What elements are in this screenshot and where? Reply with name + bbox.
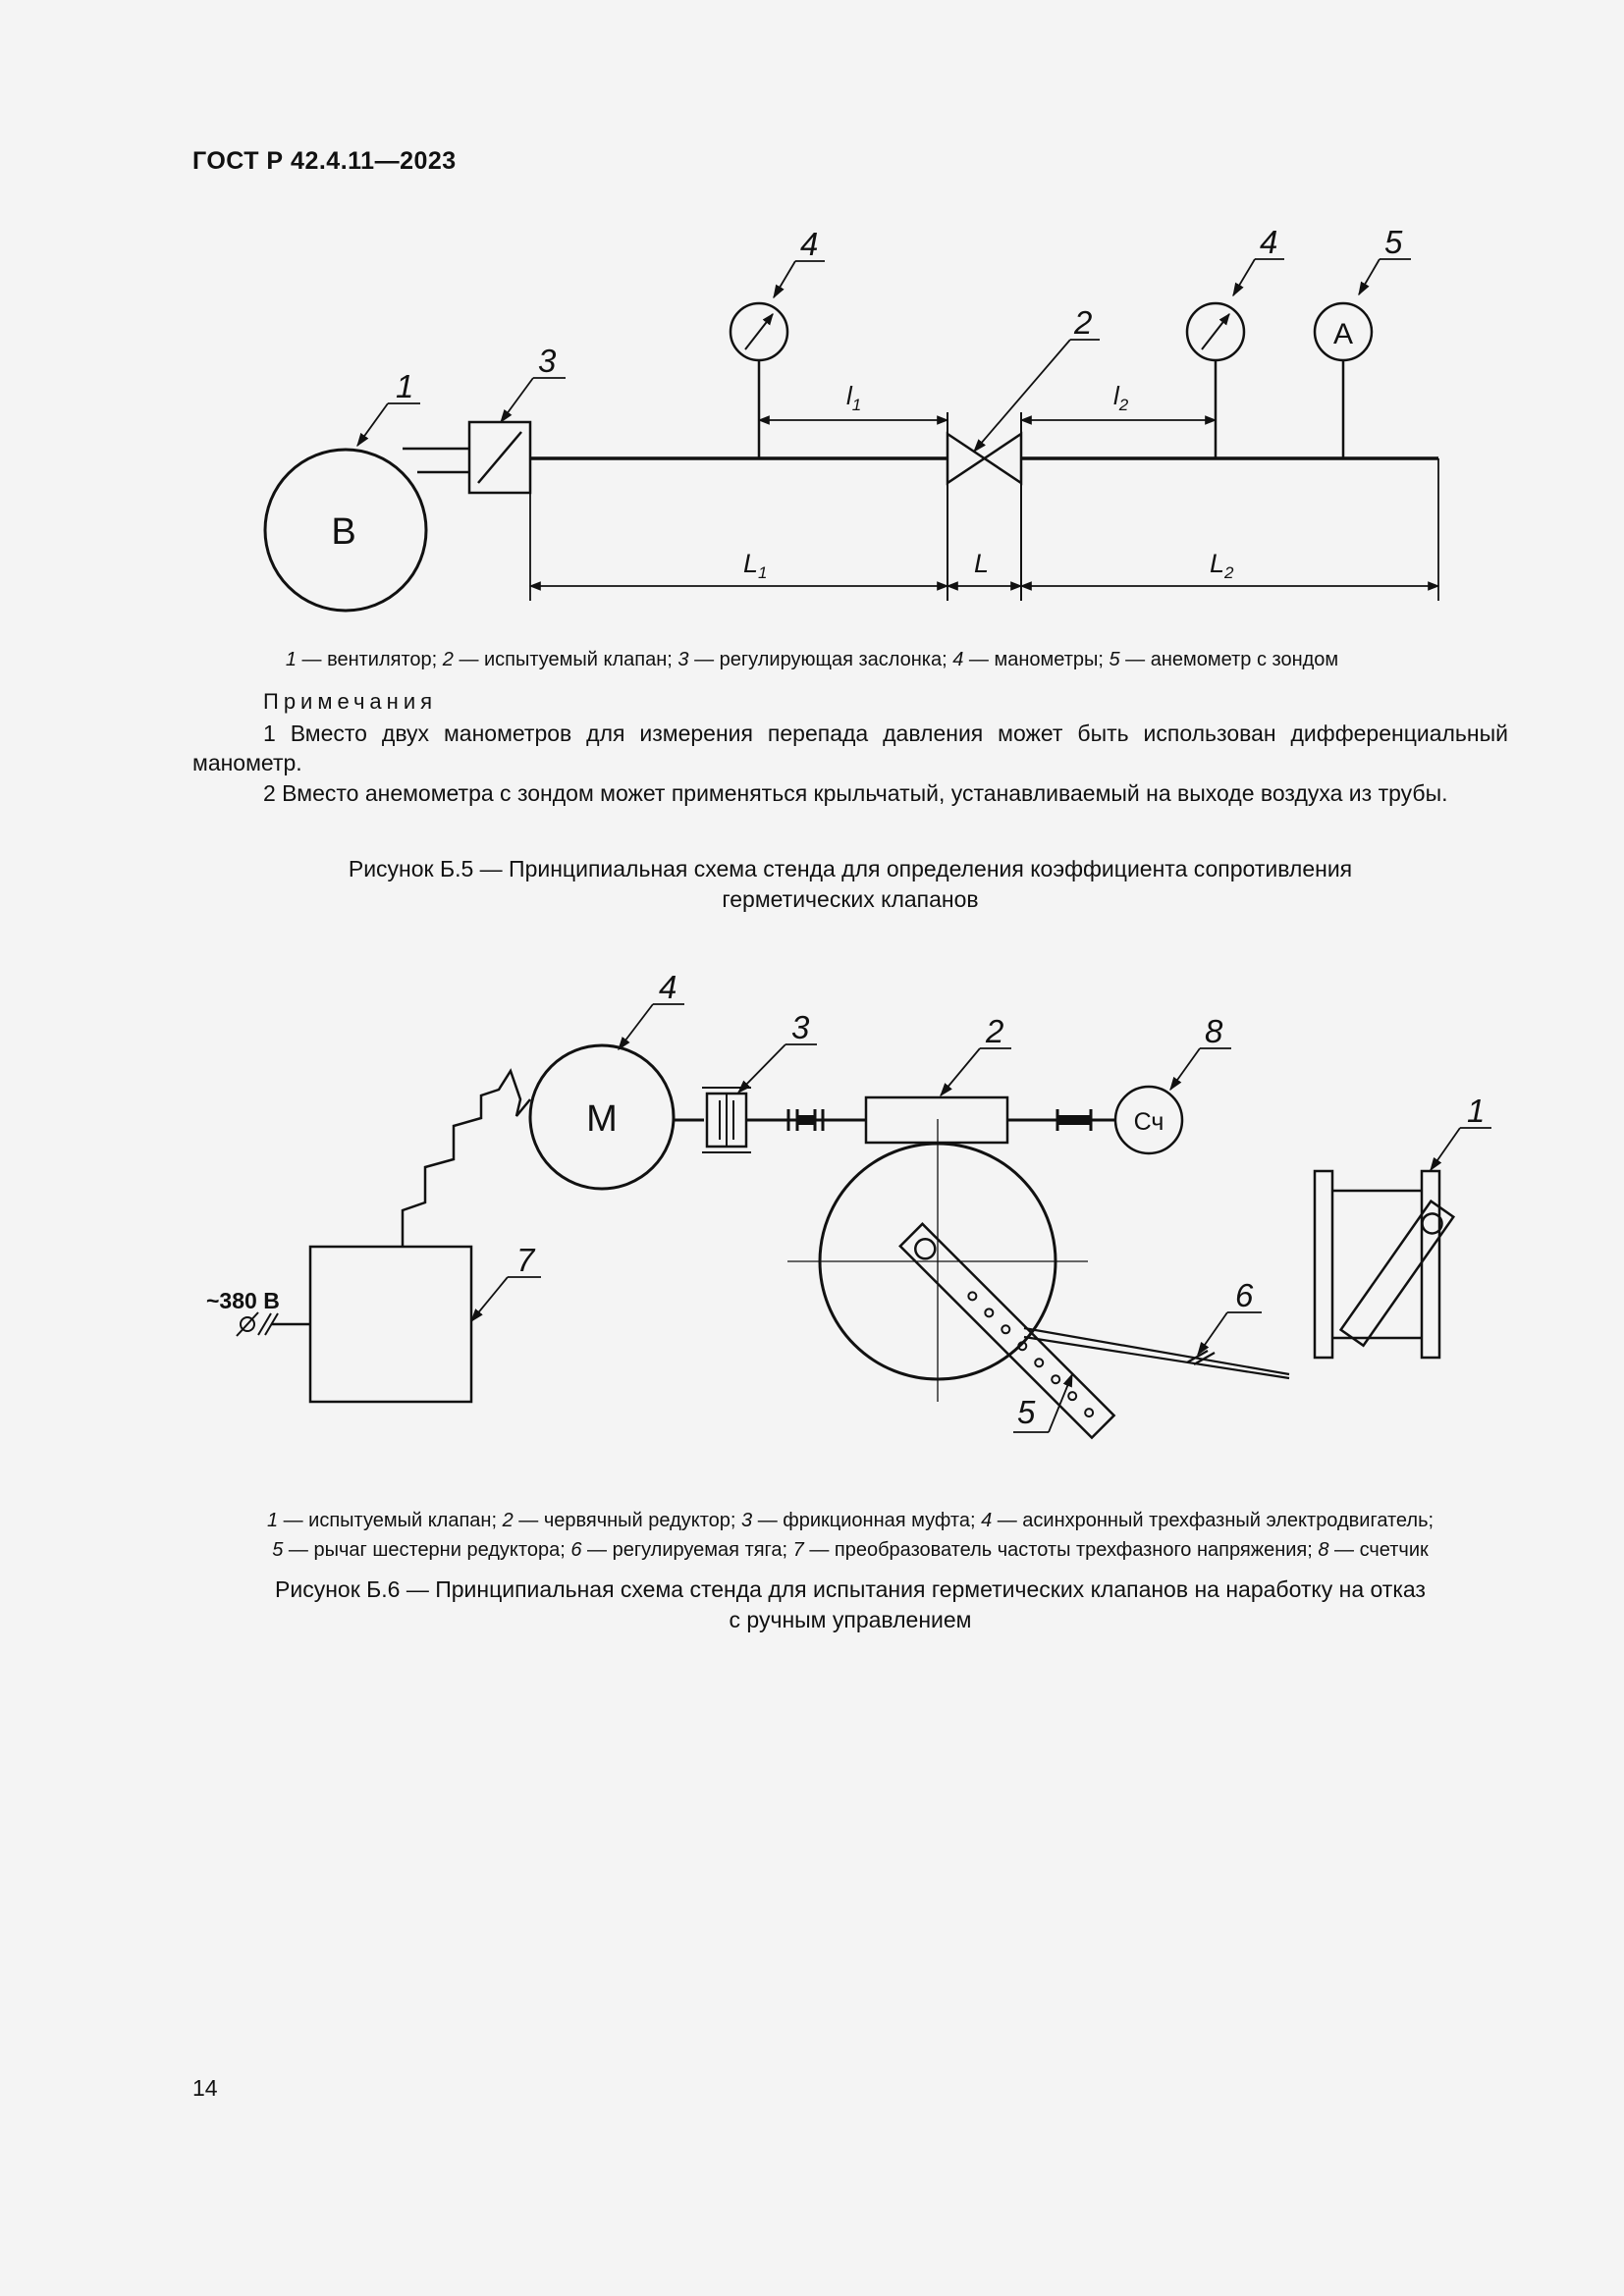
callout-b6-8 xyxy=(1170,1013,1231,1090)
anemometer-symbol: А xyxy=(1332,318,1354,350)
dim-L1: $L_1$ xyxy=(743,549,768,582)
worm-reducer xyxy=(866,1097,1007,1143)
svg-text:6: 6 xyxy=(1235,1277,1254,1313)
svg-text:2: 2 xyxy=(986,1013,1004,1049)
dim-l1: $l_1$ xyxy=(846,381,862,414)
fan-symbol: В xyxy=(331,511,356,553)
note-1: 1 Вместо двух манометров для измерения перепада давления может быть использован дифференциальный манометр. xyxy=(192,721,1508,775)
figure-b5-legend: 1 — вентилятор; 2 — испытуемый клапан; 3 — регулирующая заслонка; 4 — манометры; 5 — анемометр с зондом xyxy=(285,649,1339,670)
svg-text:4: 4 xyxy=(800,226,819,262)
tested-valve-b6 xyxy=(1315,1171,1453,1358)
dim-l2: $l_2$ xyxy=(1113,381,1129,414)
callout-b6-4 xyxy=(619,969,684,1049)
adjustable-rod xyxy=(1024,1328,1289,1378)
motor-symbol: М xyxy=(586,1098,618,1140)
reducer-gear-lever xyxy=(900,1224,1114,1438)
gear-wheel xyxy=(787,1119,1088,1402)
svg-text:5: 5 xyxy=(1384,224,1403,260)
counter-symbol: Сч xyxy=(1133,1108,1164,1136)
notes-title: Примечания xyxy=(263,689,438,714)
figure-b6-legend: 1 — испытуемый клапан; 2 — червячный редуктор; 3 — фрикционная муфта; 4 — асинхронный трехфазный электродвигатель; 5 — рычаг шестерни редуктора; 6 — регулируемая тяга; 7 — преобразователь частоты трехфазного напряжения; 8 — счетчик xyxy=(266,1510,1435,1561)
callout-b6-7 xyxy=(471,1242,541,1321)
callout-b6-5 xyxy=(1013,1374,1072,1432)
svg-text:4: 4 xyxy=(659,969,677,1005)
svg-text:1: 1 xyxy=(1467,1093,1486,1129)
frequency-converter xyxy=(310,1247,471,1402)
svg-text:3: 3 xyxy=(791,1009,810,1045)
svg-text:1: 1 xyxy=(396,368,414,404)
friction-coupling xyxy=(702,1088,751,1152)
svg-text:7: 7 xyxy=(516,1242,535,1278)
page-number: 14 xyxy=(192,2075,218,2101)
callout-b6-1 xyxy=(1431,1093,1491,1170)
dim-L: L xyxy=(974,549,990,578)
svg-text:4: 4 xyxy=(1260,224,1278,260)
figure-b6-caption: Рисунок Б.6 — Принципиальная схема стенда для испытания герметических клапанов на наработку на отказ с ручным управлением xyxy=(275,1576,1426,1632)
callout-b6-6 xyxy=(1198,1277,1262,1355)
voltage-label: ~380 В xyxy=(206,1288,280,1313)
callout-b6-2 xyxy=(941,1013,1011,1095)
figure-b5-caption: Рисунок Б.5 — Принципиальная схема стенда для определения коэффициента сопротивления герметических клапанов xyxy=(348,856,1353,912)
svg-text:8: 8 xyxy=(1205,1013,1223,1049)
callout-b6-3 xyxy=(738,1009,817,1093)
document-header: ГОСТ Р 42.4.11—2023 xyxy=(192,147,457,175)
svg-text:3: 3 xyxy=(538,343,557,379)
note-2: 2 Вместо анемометра с зондом может применяться крыльчатый, устанавливаемый на выходе воздуха из трубы. xyxy=(263,780,1448,806)
motor xyxy=(530,1045,674,1189)
counter xyxy=(1115,1087,1182,1153)
svg-text:5: 5 xyxy=(1017,1394,1036,1430)
svg-text:2: 2 xyxy=(1074,304,1093,341)
dim-L2: $L_2$ xyxy=(1210,549,1234,582)
